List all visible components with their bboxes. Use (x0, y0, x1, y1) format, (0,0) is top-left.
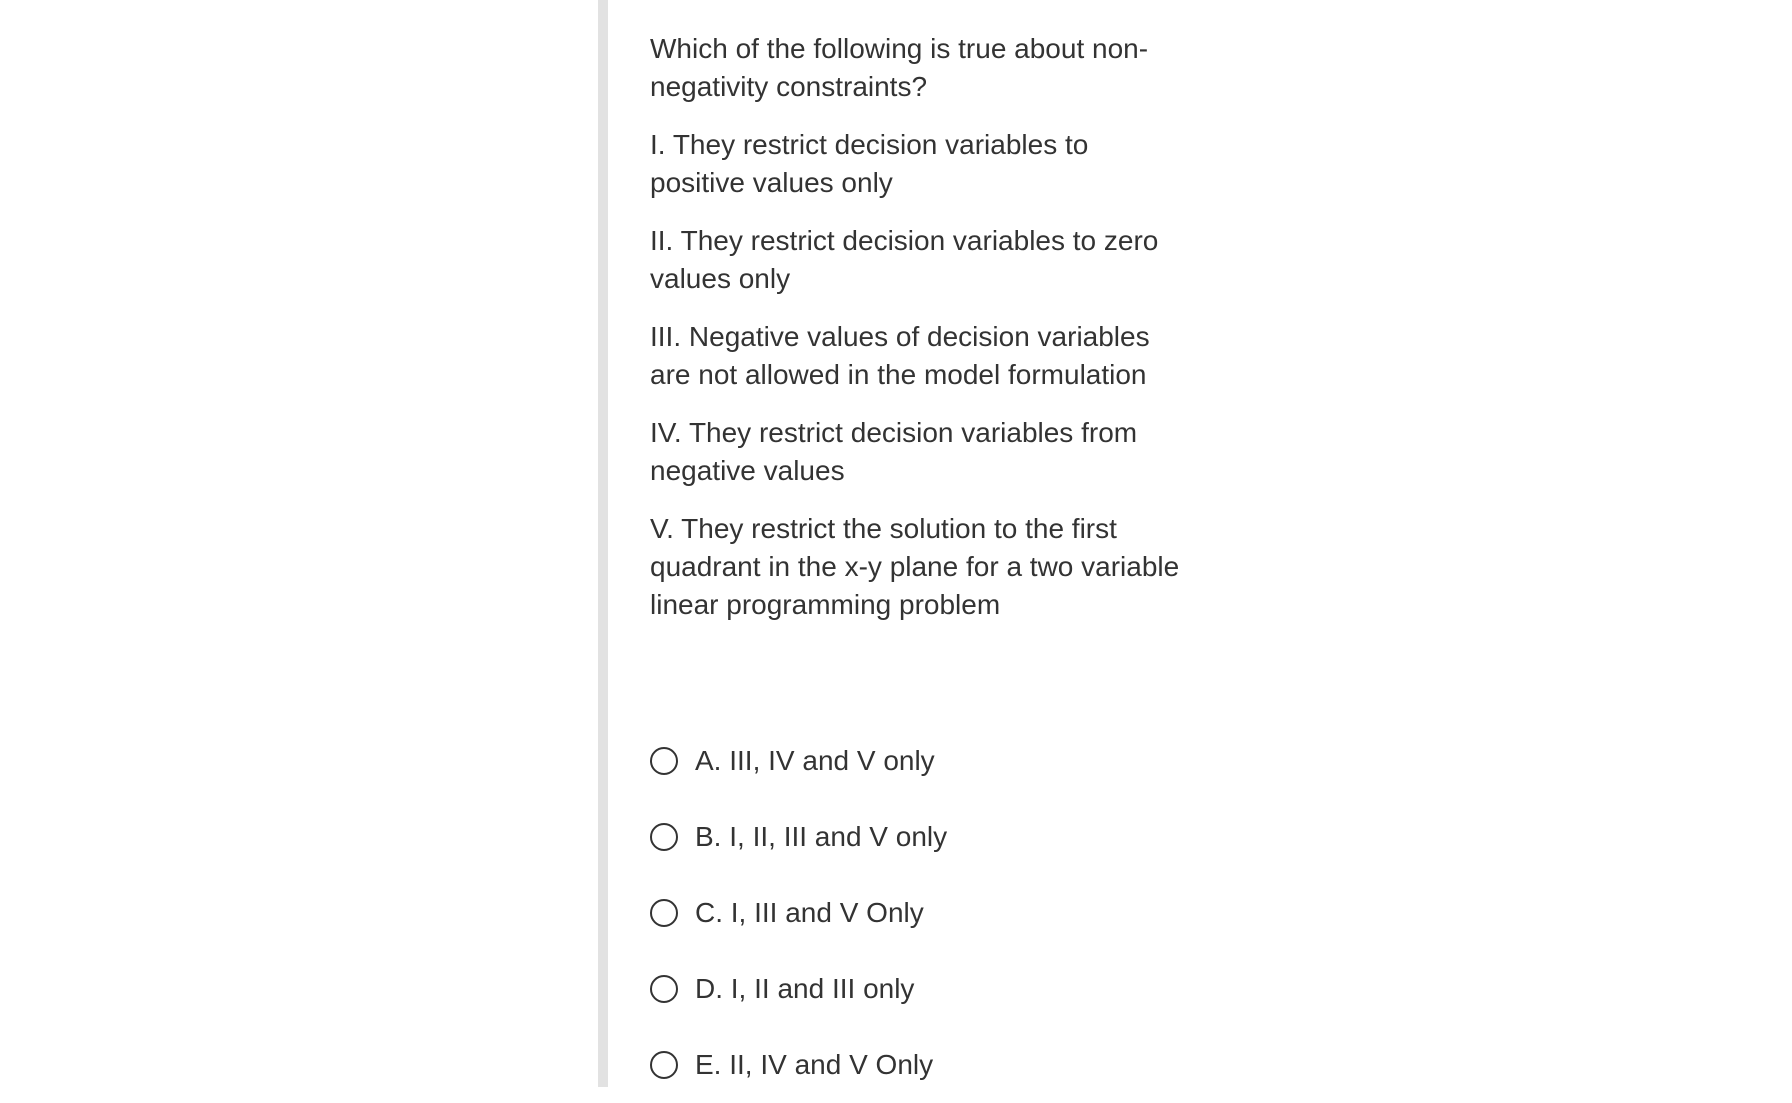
choice-label[interactable]: A. III, IV and V only (695, 745, 935, 776)
statement-ii: II. They restrict decision variables to zero values only (650, 225, 1159, 294)
left-divider (598, 0, 608, 1087)
radio-circle-icon[interactable] (650, 899, 678, 927)
answer-choices (650, 723, 1210, 1103)
choice-d[interactable] (650, 951, 1210, 1027)
choice-label[interactable]: C. I, III and V Only (695, 897, 924, 928)
question-stem: Which of the following is true about non-negativity constraints? (650, 33, 1149, 102)
radio-circle-icon[interactable] (650, 747, 678, 775)
radio-circle-icon[interactable] (650, 823, 678, 851)
radio-circle-icon[interactable] (650, 1051, 678, 1079)
statement-i: I. They restrict decision variables to positive values only (650, 129, 1089, 198)
question-block (650, 30, 1190, 644)
choice-label[interactable]: D. I, II and III only (695, 973, 915, 1004)
choice-a[interactable] (650, 723, 1210, 799)
choice-e[interactable] (650, 1027, 1210, 1103)
choice-label[interactable]: B. I, II, III and V only (695, 821, 948, 852)
radio-circle-icon[interactable] (650, 975, 678, 1003)
choice-b[interactable] (650, 799, 1210, 875)
statement-iv: IV. They restrict decision variables from negative values (650, 417, 1138, 486)
statement-iii: III. Negative values of decision variables are not allowed in the model formulation (650, 321, 1150, 390)
choice-c[interactable] (650, 875, 1210, 951)
statement-v: V. They restrict the solution to the first quadrant in the x-y plane for a two variable linear programming problem (650, 513, 1180, 620)
choice-label[interactable]: E. II, IV and V Only (695, 1049, 934, 1080)
